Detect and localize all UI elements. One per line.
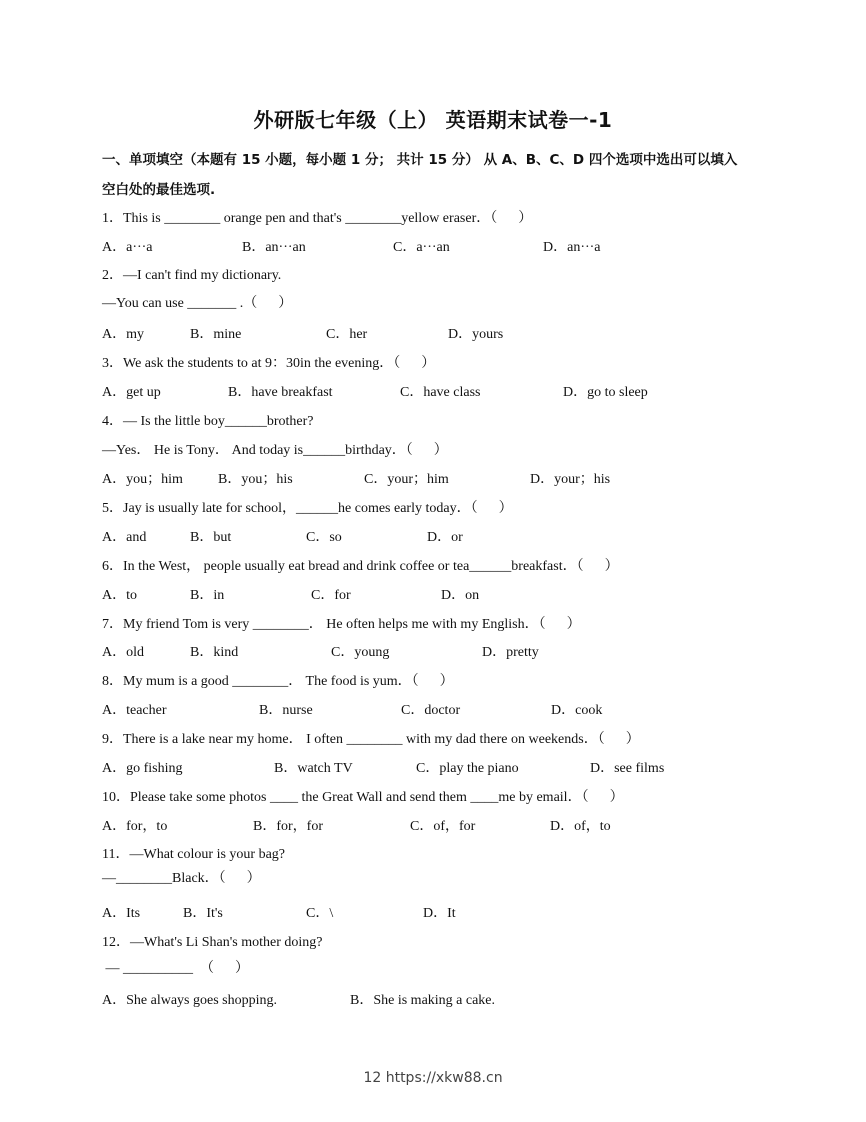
q2-option-c: C．her bbox=[326, 327, 368, 342]
q6-option-b: B．in bbox=[190, 588, 225, 603]
question-11-stem-line2: —________Black．（ ） bbox=[102, 871, 261, 886]
q6-option-c: C．for bbox=[311, 588, 351, 603]
q5-option-b: B．but bbox=[190, 530, 232, 545]
q11-option-a: A．Its bbox=[102, 906, 141, 921]
q9-option-b: B．watch TV bbox=[274, 761, 353, 776]
q7-option-c: C．young bbox=[331, 645, 390, 660]
q10-option-c: C．of，for bbox=[410, 819, 476, 834]
q1-option-c: C．a···an bbox=[393, 240, 450, 255]
q3-option-c: C．have class bbox=[400, 385, 481, 400]
q11-option-d: D．It bbox=[423, 906, 456, 921]
q9-option-a: A．go fishing bbox=[102, 761, 183, 776]
question-3-stem: 3．We ask the students to at 9：30in the evening．（ ） bbox=[102, 356, 436, 371]
q8-option-c: C．doctor bbox=[401, 703, 461, 718]
question-10-stem: 10．Please take some photos ____ the Great Wall and send them ____me by email．（ ） bbox=[102, 790, 624, 805]
question-9-stem: 9．There is a lake near my home． I often ________ with my dad there on weekends．（ ） bbox=[102, 732, 640, 747]
q7-option-a: A．old bbox=[102, 645, 144, 660]
q6-option-a: A．to bbox=[102, 588, 137, 603]
q10-option-b: B．for，for bbox=[253, 819, 323, 834]
q8-option-d: D．cook bbox=[551, 703, 603, 718]
q7-option-b: B．kind bbox=[190, 645, 239, 660]
q3-option-d: D．go to sleep bbox=[563, 385, 648, 400]
question-12-stem-line2: — __________ （ ） bbox=[102, 961, 249, 976]
page-title: 外研版七年级（上） 英语期末试卷一-1 bbox=[253, 108, 613, 132]
q2-option-b: B．mine bbox=[190, 327, 242, 342]
q7-option-d: D．pretty bbox=[482, 645, 539, 660]
question-7-stem: 7．My friend Tom is very ________． He often helps me with my English．（ ） bbox=[102, 617, 581, 632]
question-12-stem: 12．—What's Li Shan's mother doing? bbox=[102, 935, 323, 950]
q5-option-c: C．so bbox=[306, 530, 342, 545]
q5-option-a: A．and bbox=[102, 530, 147, 545]
q10-option-d: D．of，to bbox=[550, 819, 611, 834]
q8-option-b: B．nurse bbox=[259, 703, 313, 718]
q5-option-d: D．or bbox=[427, 530, 463, 545]
q4-option-d: D．your；his bbox=[530, 472, 611, 487]
q6-option-d: D．on bbox=[441, 588, 480, 603]
section-heading-line1: 一、单项填空（本题有 15 小题，每小题 1 分； 共计 15 分） 从 A、B、C、D 四个选项中选出可以填入 bbox=[102, 152, 738, 168]
section-heading-line2: 空白处的最佳选项. bbox=[102, 182, 216, 198]
question-11-stem: 11．—What colour is your bag? bbox=[102, 847, 285, 862]
question-6-stem: 6．In the West， people usually eat bread and drink coffee or tea______breakfast．（ ） bbox=[102, 559, 619, 574]
q11-option-b: B．It's bbox=[183, 906, 223, 921]
question-5-stem: 5．Jay is usually late for school，______he comes early today．（ ） bbox=[102, 501, 513, 516]
question-2-stem: 2．—I can't find my dictionary. bbox=[102, 268, 282, 283]
q2-option-d: D．yours bbox=[448, 327, 504, 342]
q9-option-c: C．play the piano bbox=[416, 761, 519, 776]
question-4-stem-line2: —Yes． He is Tony． And today is______birthday．（ ） bbox=[102, 443, 448, 458]
question-1-stem: 1．This is ________ orange pen and that's ________yellow eraser．（ ） bbox=[102, 211, 533, 226]
q4-option-c: C．your；him bbox=[364, 472, 449, 487]
q4-option-a: A．you；him bbox=[102, 472, 183, 487]
q12-option-b: B．She is making a cake. bbox=[350, 993, 496, 1008]
question-4-stem: 4．— Is the little boy______brother? bbox=[102, 414, 314, 429]
q11-option-c: C．\ bbox=[306, 906, 334, 921]
question-8-stem: 8．My mum is a good ________． The food is yum．（ ） bbox=[102, 674, 454, 689]
q3-option-b: B．have breakfast bbox=[228, 385, 333, 400]
q8-option-a: A．teacher bbox=[102, 703, 167, 718]
q4-option-b: B．you；his bbox=[218, 472, 293, 487]
q3-option-a: A．get up bbox=[102, 385, 161, 400]
q1-option-a: A．a···a bbox=[102, 240, 153, 255]
page-footer: 12 https://xkw88.cn bbox=[363, 1070, 503, 1086]
q1-option-b: B．an···an bbox=[242, 240, 306, 255]
q10-option-a: A．for，to bbox=[102, 819, 168, 834]
q12-option-a: A．She always goes shopping. bbox=[102, 993, 277, 1008]
question-2-stem-line2: —You can use _______ .（ ） bbox=[102, 296, 293, 311]
q9-option-d: D．see films bbox=[590, 761, 665, 776]
q2-option-a: A．my bbox=[102, 327, 144, 342]
q1-option-d: D．an···a bbox=[543, 240, 601, 255]
